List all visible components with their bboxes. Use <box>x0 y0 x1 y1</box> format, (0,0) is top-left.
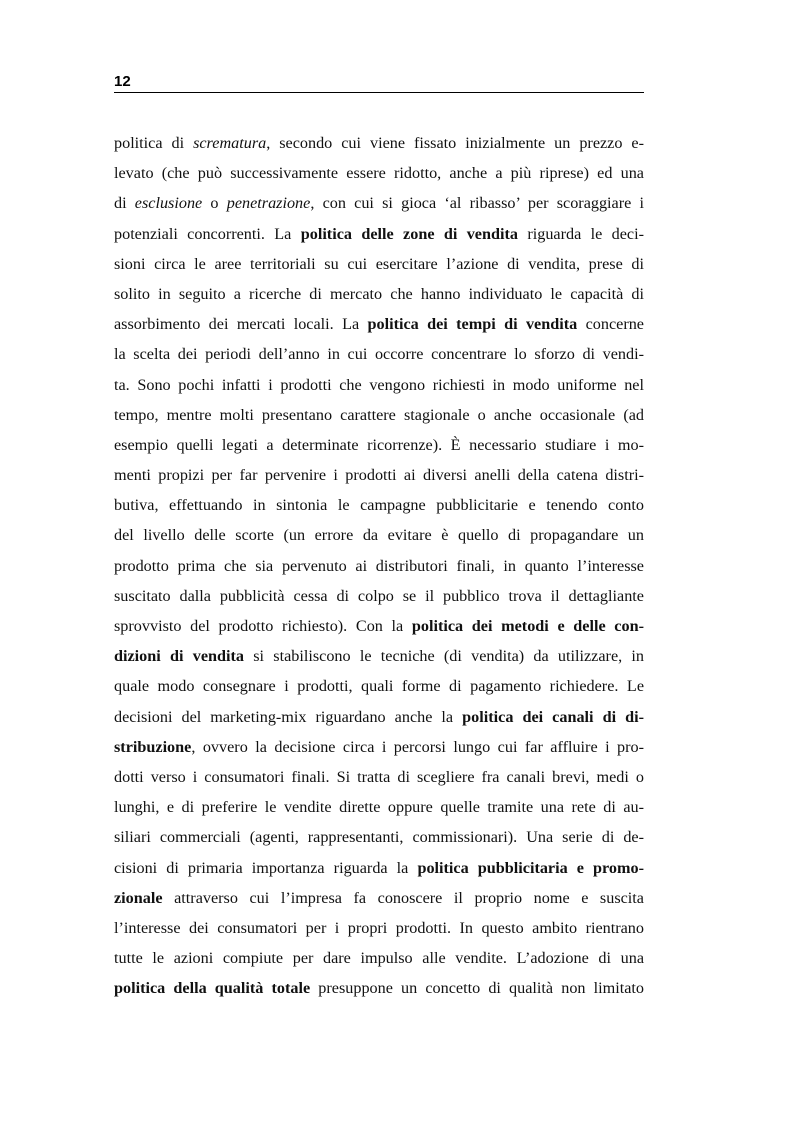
text-line <box>114 344 644 374</box>
text-run: solito in seguito a ricerche di mercato che hanno individuato le capacità di <box>114 284 644 303</box>
text-run: cisioni di primaria importanza riguarda la <box>114 858 418 877</box>
text-run: del livello delle scorte (un errore da evitare è quello di propagandare un <box>114 526 644 545</box>
text-line <box>114 375 644 405</box>
text-line <box>114 707 644 737</box>
text-line <box>114 918 644 948</box>
text-run: suscitato dalla pubblicità cessa di colpo se il pubblico trova il dettagliante <box>114 586 644 605</box>
text-line <box>114 193 644 223</box>
text-line <box>114 646 644 676</box>
text-run: sioni circa le aree territoriali su cui esercitare l’azione di vendita, prese di <box>114 254 644 273</box>
page-header <box>114 72 644 93</box>
text-run: di <box>114 194 135 213</box>
text-run: tutte le azioni compiute per dare impulso alle vendite. L’adozione di una <box>114 949 644 968</box>
text-line <box>114 888 644 918</box>
text-line <box>114 314 644 344</box>
text-line <box>114 827 644 857</box>
bold-term: politica dei canali di di- <box>462 707 644 726</box>
text-run: butiva, effettuando in sintonia le campagne pubblicitarie e tenendo conto <box>114 496 644 515</box>
text-line <box>114 978 644 1008</box>
text-run: siliari commerciali (agenti, rappresentanti, commissionari). Una serie di de- <box>114 828 644 847</box>
text-run: dotti verso i consumatori finali. Si tratta di scegliere fra canali brevi, medi o <box>114 767 644 786</box>
text-run: tempo, mentre molti presentano carattere stagionale o anche occasionale (ad <box>114 405 644 424</box>
text-run: quale modo consegnare i prodotti, quali forme di pagamento richiedere. Le <box>114 677 644 696</box>
bold-term: zionale <box>114 888 163 907</box>
text-run: decisioni del marketing-mix riguardano anche la <box>114 707 463 726</box>
text-run: , con cui si gioca ‘al ribasso’ per scoraggiare i <box>310 194 645 213</box>
text-line <box>114 767 644 797</box>
text-line <box>114 797 644 827</box>
bold-term: politica dei metodi e delle con- <box>411 617 644 635</box>
text-line <box>114 737 644 767</box>
body-text <box>114 133 644 1008</box>
text-line <box>114 556 644 586</box>
italic-term: scrematura <box>193 134 267 152</box>
bold-term: politica della qualità totale <box>114 979 311 998</box>
text-line <box>114 465 644 495</box>
text-line <box>114 525 644 555</box>
text-line <box>114 616 644 646</box>
text-run: sprovvisto del prodotto richiesto). Con la <box>114 617 412 635</box>
text-line <box>114 284 644 314</box>
text-run: concerne <box>577 315 644 334</box>
italic-term: esclusione <box>134 194 203 213</box>
text-run: prodotto prima che sia pervenuto ai distributori finali, in quanto l’interesse <box>114 556 644 575</box>
text-run: la scelta dei periodi dell’anno in cui occorre concentrare lo sforzo di vendi- <box>114 345 644 364</box>
text-line <box>114 586 644 616</box>
text-run: assorbimento dei mercati locali. La <box>114 315 368 334</box>
text-line <box>114 224 644 254</box>
bold-term: politica pubblicitaria e promo- <box>417 858 644 877</box>
text-run: politica di <box>114 134 194 152</box>
text-run: attraverso cui l’impresa fa conoscere il proprio nome e suscita <box>162 888 644 907</box>
text-run: , secondo cui viene fissato inizialmente un prezzo e- <box>266 134 645 152</box>
text-line <box>114 254 644 284</box>
text-line <box>114 163 644 193</box>
text-run: l’interesse dei consumatori per i propri prodotti. In questo ambito rientrano <box>114 918 644 937</box>
text-run: ta. Sono pochi infatti i prodotti che vengono richiesti in modo uniforme nel <box>114 375 644 394</box>
text-line <box>114 405 644 435</box>
text-line <box>114 858 644 888</box>
text-run: o <box>202 194 227 213</box>
bold-term: politica delle zone di vendita <box>300 224 518 243</box>
text-run: levato (che può successivamente essere ridotto, anche a più riprese) ed una <box>114 164 644 183</box>
text-line <box>114 948 644 978</box>
text-run: menti propizi per far pervenire i prodotti ai diversi anelli della catena distri- <box>114 466 644 485</box>
text-run: riguarda le deci- <box>517 224 645 243</box>
text-run: lunghi, e di preferire le vendite dirette oppure quelle tramite una rete di au- <box>114 798 644 817</box>
text-run: si stabiliscono le tecniche (di vendita) da utilizzare, in <box>244 647 644 666</box>
text-run: esempio quelli legati a determinate ricorrenze). È necessario studiare i mo- <box>114 435 644 454</box>
text-run: potenziali concorrenti. La <box>114 224 301 243</box>
bold-term: politica dei tempi di vendita <box>367 315 578 334</box>
bold-term: stribuzione <box>114 737 192 756</box>
text-line <box>114 676 644 706</box>
text-line <box>114 435 644 465</box>
bold-term: dizioni di vendita <box>114 647 245 666</box>
text-run: , ovvero la decisione circa i percorsi lungo cui far affluire i pro- <box>191 737 644 756</box>
text-line <box>114 133 644 163</box>
page-number: 12 <box>114 73 131 90</box>
italic-term: penetrazione <box>226 194 311 213</box>
text-line <box>114 495 644 525</box>
text-run: presuppone un concetto di qualità non limitato <box>310 979 645 998</box>
